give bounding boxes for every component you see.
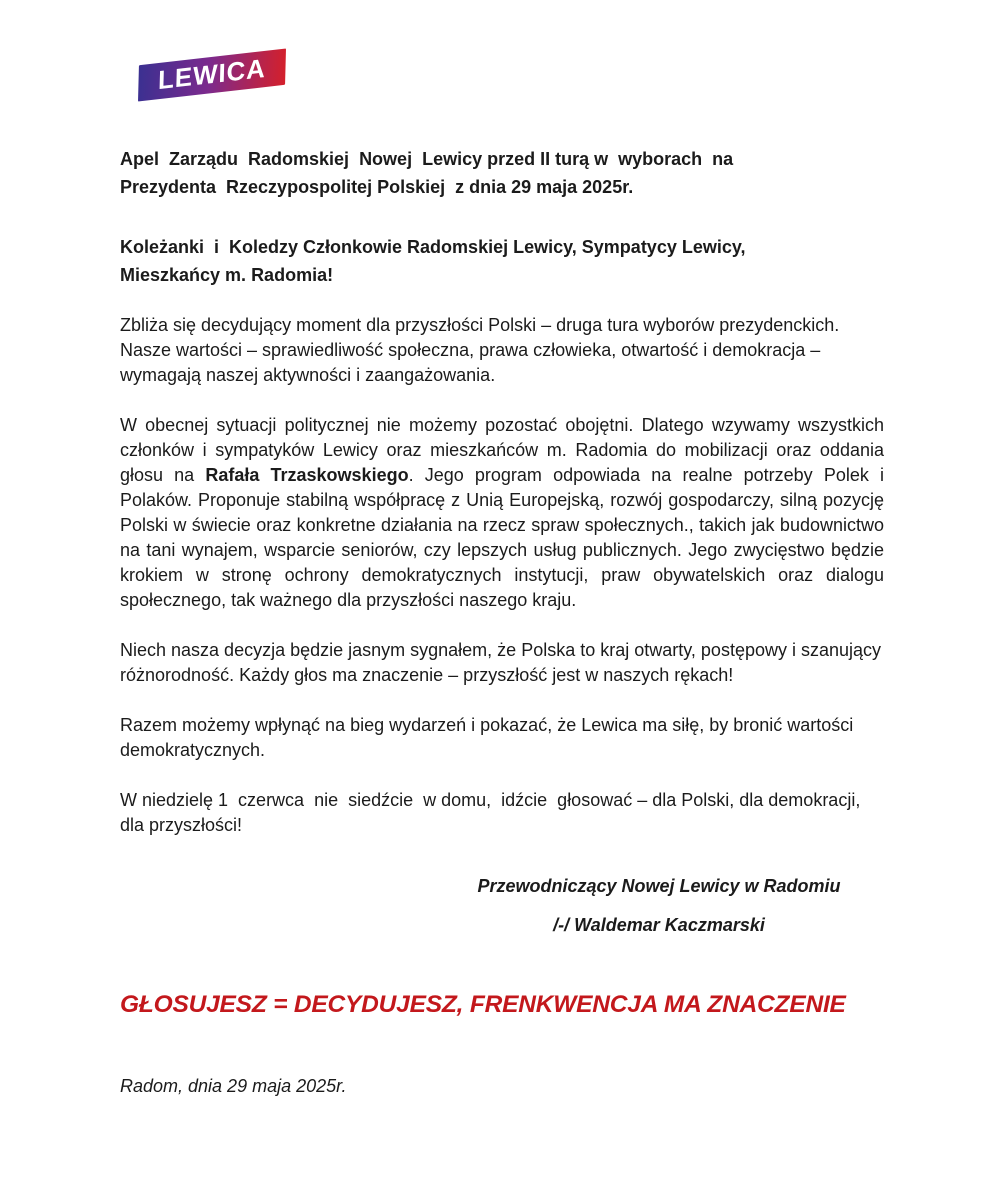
paragraph-together: Razem możemy wpłynąć na bieg wydarzeń i pokazać, że Lewica ma siłę, by bronić wartości demokratycznych.: [120, 715, 854, 760]
paragraph-endorsement-text-before: W obecnej sytuacji politycznej nie możemy pozostać obojętni. Dlatego wzywamy wszystkich członków i sympatyków Lewicy oraz mieszkańców m. Radomia do mobilizacji oraz oddania głosu na: [120, 415, 884, 485]
candidate-name: Rafała Trzaskowskiego: [205, 465, 409, 485]
paragraph-intro: Zbliża się decydujący moment dla przyszłości Polski – druga tura wyborów prezydenckich. Nasze wartości – sprawiedliwość społeczna, prawa człowieka, otwartość i demokracja – wymagają naszej aktywności i zaangażowania.: [120, 315, 840, 385]
signature-title: Przewodniczący Nowej Lewicy w Radomiu: [477, 876, 841, 896]
paragraph-signal: Niech nasza decyzja będzie jasnym sygnałem, że Polska to kraj otwarty, postępowy i szanujący różnorodność. Każdy głos ma znaczenie – przyszłość jest w naszych rękach!: [120, 640, 882, 685]
logo-area: [138, 52, 884, 101]
signature-block: [434, 874, 884, 938]
salutation-line-2: Mieszkańcy m. Radomia!: [120, 265, 334, 285]
paragraph-endorsement-text-after: . Jego program odpowiada na realne potrzeby Polek i Polaków. Proponuje stabilną współpracę z Unią Europejską, rozwój gospodarczy, silną pozycję Polski w świecie oraz konkretne działania na rzecz spraw społecznych., takich jak budownictwo na tani wynajem, wsparcie seniorów, czy lepszych usług publicznych. Jego zwycięstwo będzie krokiem w stronę ochrony demokratycznych instytucji, praw obywatelskich oraz dialogu społecznego, tak ważnego dla przyszłości naszego kraju.: [120, 465, 884, 610]
letter-title: [120, 145, 884, 201]
salutation-line-1: Koleżanki i Koledzy Członkowie Radomskiej Lewicy, Sympatycy Lewicy,: [120, 237, 746, 257]
paragraph-endorsement: [120, 413, 884, 613]
paragraph-call-to-vote: W niedzielę 1 czerwca nie siedźcie w domu, idźcie głosować – dla Polski, dla demokracji, dla przyszłości!: [120, 790, 866, 835]
lewica-logo: [138, 48, 286, 101]
salutation: [120, 233, 884, 289]
letter-title-line-1: Apel Zarządu Radomskiej Nowej Lewicy przed II turą w wyborach na: [120, 149, 734, 169]
lewica-logo-text: LEWICA: [157, 52, 267, 96]
dateline: Radom, dnia 29 maja 2025r.: [120, 1076, 347, 1096]
signature-name: /-/ Waldemar Kaczmarski: [553, 915, 765, 935]
letter-title-line-2: Prezydenta Rzeczypospolitej Polskiej z dnia 29 maja 2025r.: [120, 177, 634, 197]
slogan: GŁOSUJESZ = DECYDUJESZ, FRENKWENCJA MA ZNACZENIE: [120, 991, 846, 1018]
